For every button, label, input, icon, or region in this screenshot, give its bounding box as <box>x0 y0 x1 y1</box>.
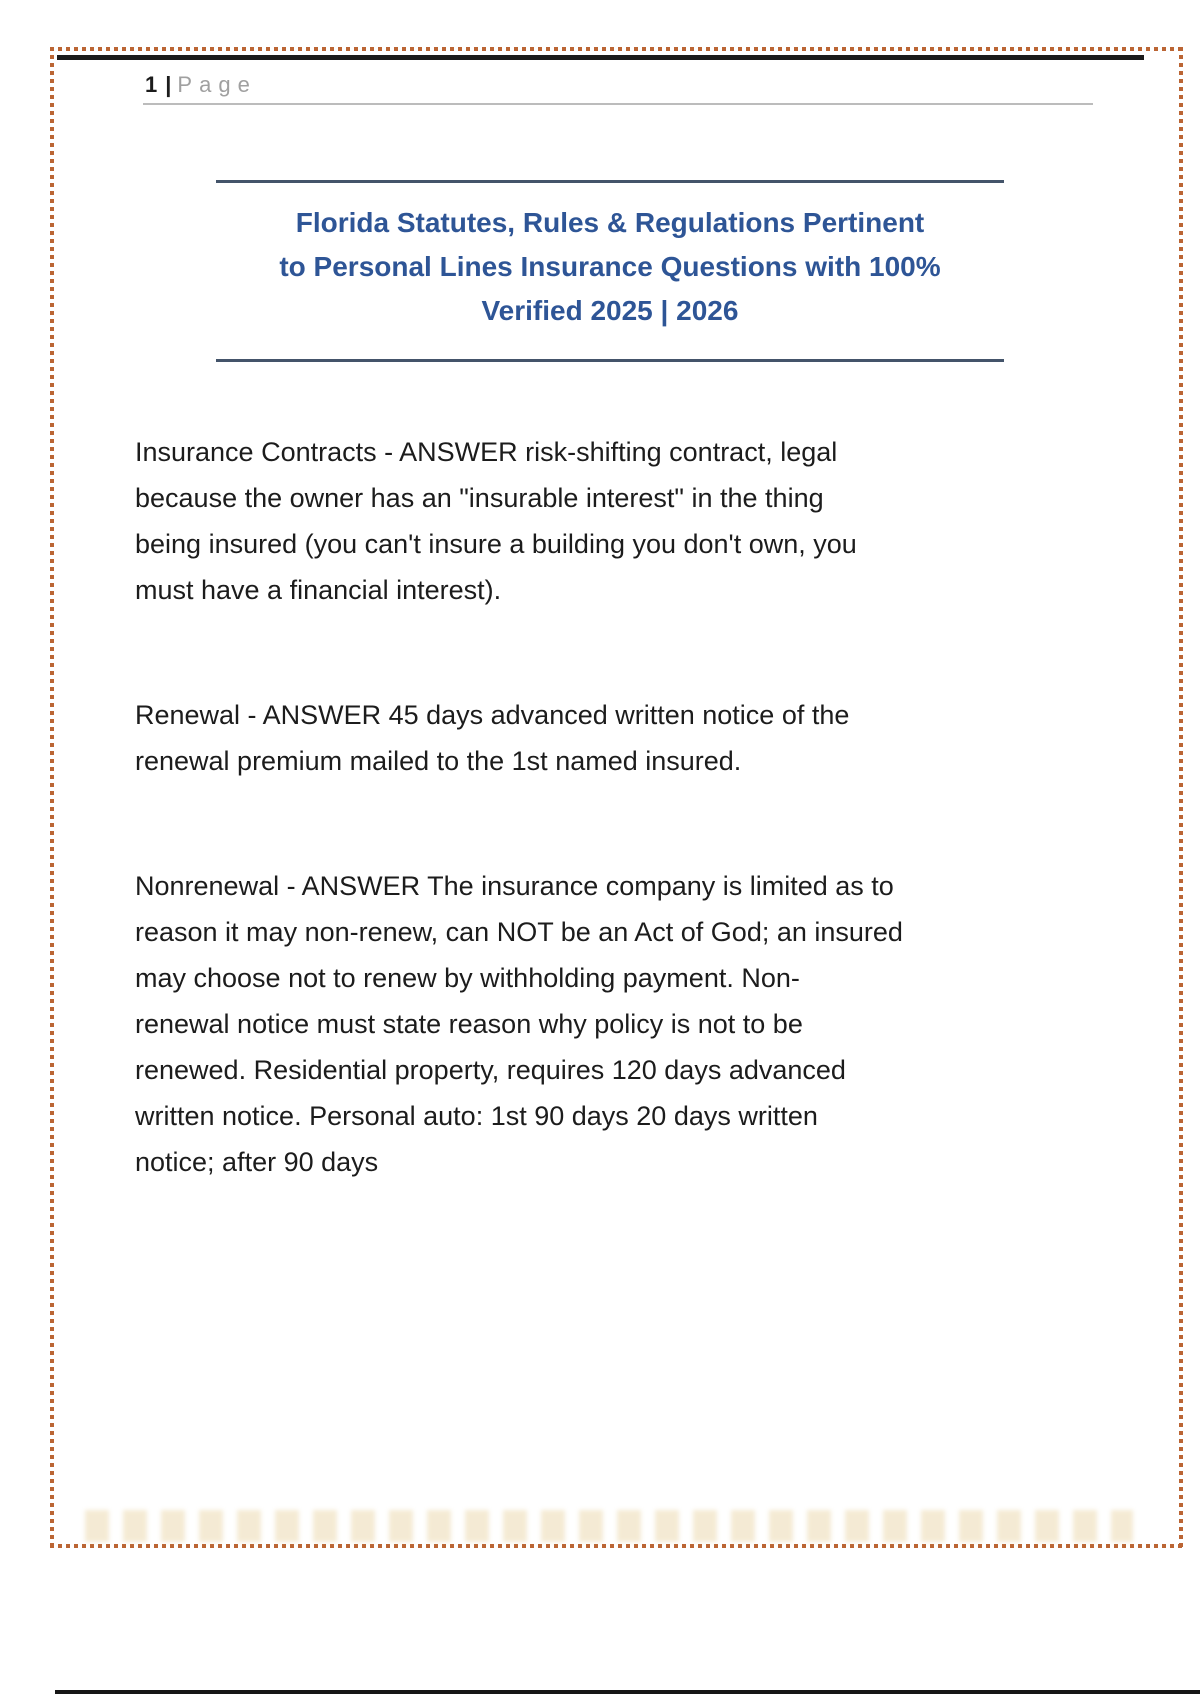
title-rule-bottom <box>216 359 1004 362</box>
paragraph-line: notice; after 90 days <box>135 1147 379 1177</box>
paragraph-line: renewed. Residential property, requires 120 days advanced <box>135 1055 846 1085</box>
header-separator: | <box>165 72 172 97</box>
title-line-3: Verified 2025 | 2026 <box>481 295 739 326</box>
paragraph-line: Insurance Contracts - ANSWER risk-shifting contract, legal <box>135 437 838 467</box>
paragraph-line: because the owner has an "insurable interest" in the thing <box>135 483 824 513</box>
dotted-border-left <box>50 47 54 1548</box>
dotted-border-top <box>50 47 1183 51</box>
top-page-rule <box>57 55 1144 60</box>
paragraph-line: may choose not to renew by withholding payment. Non- <box>135 963 800 993</box>
paragraph-line: Renewal - ANSWER 45 days advanced written notice of the <box>135 700 850 730</box>
paragraph-line: reason it may non-renew, can NOT be an Act of God; an insured <box>135 917 903 947</box>
paragraph-insurance-contracts <box>135 429 1075 613</box>
paragraph-line: written notice. Personal auto: 1st 90 days 20 days written <box>135 1101 818 1131</box>
page-number: 1 <box>145 72 158 97</box>
paragraph-line: renewal notice must state reason why policy is not to be <box>135 1009 803 1039</box>
paragraph-nonrenewal <box>135 863 1075 1185</box>
title-line-2: to Personal Lines Insurance Questions with 100% <box>279 251 941 282</box>
document-title <box>216 201 1004 333</box>
page-header <box>145 72 257 98</box>
document-body <box>135 429 1075 1264</box>
title-line-1: Florida Statutes, Rules & Regulations Pertinent <box>295 207 925 238</box>
paragraph-renewal <box>135 692 1075 784</box>
bottom-page-rule <box>55 1690 1200 1694</box>
dotted-border-bottom <box>50 1544 1183 1548</box>
paragraph-line: being insured (you can't insure a building you don't own, you <box>135 529 857 559</box>
paragraph-line: Nonrenewal - ANSWER The insurance company is limited as to <box>135 871 894 901</box>
header-underline <box>143 103 1093 105</box>
paragraph-line: must have a financial interest). <box>135 575 502 605</box>
paragraph-line: renewal premium mailed to the 1st named insured. <box>135 746 742 776</box>
header-page-word: Page <box>177 72 257 97</box>
faint-watermark-strip <box>85 1510 1133 1542</box>
title-rule-top <box>216 180 1004 183</box>
dotted-border-right <box>1179 47 1183 1548</box>
